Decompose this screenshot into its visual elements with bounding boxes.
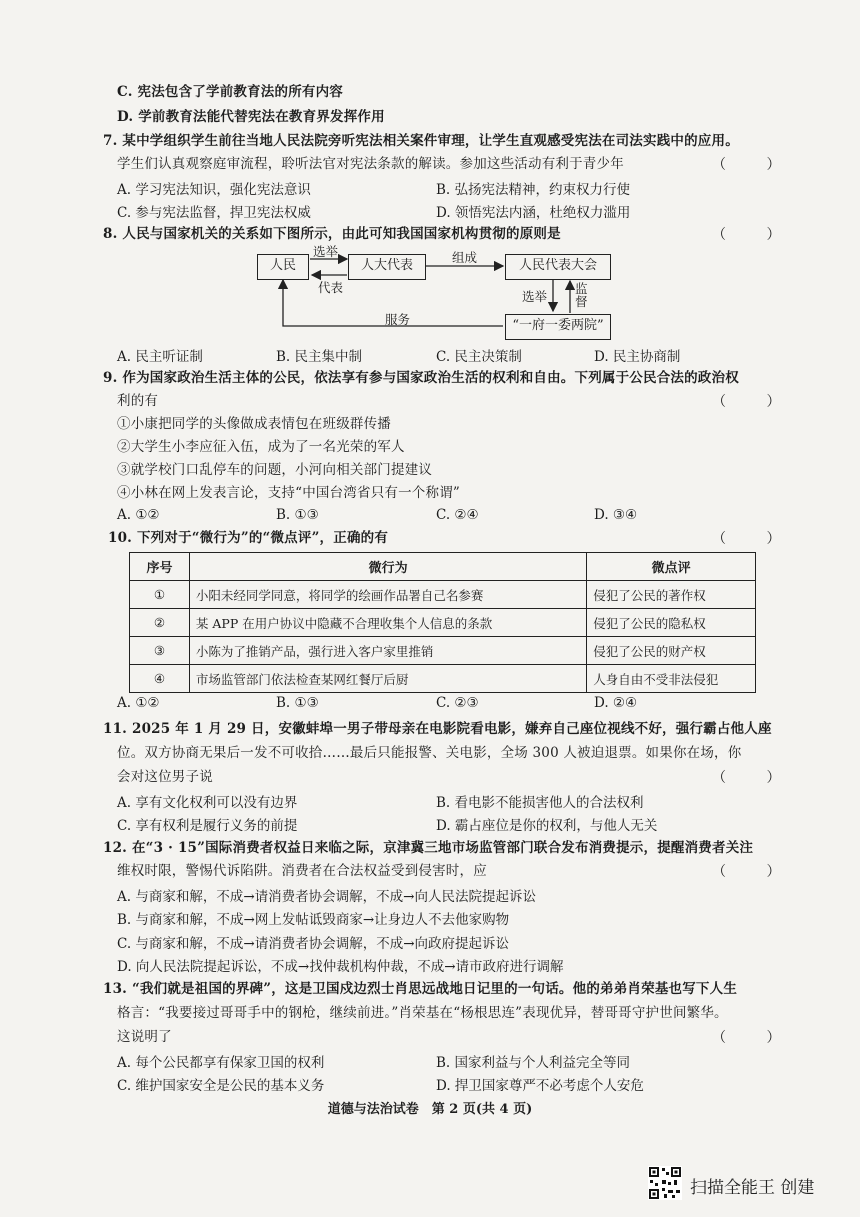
q7-option-c: C. 参与宪法监督，捍卫宪法权威 [117,205,311,221]
q10-option-d: D. ②④ [594,695,638,711]
diagram-box-people: 人民 [257,254,309,280]
q9-option-a: A. ①② [117,507,160,523]
table-header-row [130,553,756,581]
q13-option-a: A. 每个公民都享有保家卫国的权利 [117,1055,325,1071]
page-footer: 道德与法治试卷 第 2 页(共 4 页) [327,1102,533,1117]
q13-answer-bracket: （ ） [712,1030,799,1046]
table-cell-comment: 侵犯了公民的著作权 [587,581,756,609]
q13-option-c: C. 维护国家安全是公民的基本义务 [117,1078,325,1094]
table-header-cell: 微行为 [189,553,586,581]
q11-stem-line3: 会对这位男子说 [117,769,213,785]
q13-option-d: D. 捍卫国家尊严不必考虑个人安危 [436,1078,644,1094]
q8-diagram-arrows [0,0,860,360]
q9-option-b: B. ①③ [276,507,319,523]
table-row [130,637,756,665]
q7-option-d: D. 领悟宪法内涵，杜绝权力滥用 [436,205,631,221]
q8-option-a: A. 民主听证制 [117,349,203,365]
q9-stem-line1: 9. 作为国家政治生活主体的公民，依法享有参与国家政治生活的权利和自由。下列属于公民合法的政治权 [103,370,739,386]
q8-answer-bracket: （ ） [712,227,799,243]
q11-answer-bracket: （ ） [712,770,799,786]
table-cell-index: ② [130,609,190,637]
table-cell-behavior: 市场监管部门依法检查某网红餐厅后厨 [189,665,586,693]
diagram-box-deputies: 人大代表 [348,254,426,280]
q9-item-3: ③就学校门口乱停车的问题，小河向相关部门提建议 [117,462,433,478]
q9-answer-bracket: （ ） [712,394,799,410]
q12-option-b: B. 与商家和解，不成→网上发帖诋毁商家→让身边人不去他家购物 [117,912,510,928]
q7-answer-bracket: （ ） [712,157,799,173]
table-cell-comment: 人身自由不受非法侵犯 [587,665,756,693]
q12-stem-line1: 12. 在“3 · 15”国际消费者权益日来临之际，京津冀三地市场监管部门联合发布消费提示，提醒消费者关注 [103,840,754,856]
q9-option-c: C. ②④ [436,507,479,523]
q8-stem: 8. 人民与国家机关的关系如下图所示，由此可知我国国家机构贯彻的原则是 [103,226,561,242]
q8-option-b: B. 民主集中制 [276,349,363,365]
diagram-label-elect: 选举 [313,244,339,259]
q9-option-d: D. ③④ [594,507,638,523]
q12-answer-bracket: （ ） [712,864,799,880]
diagram-label-represent: 代表 [318,280,344,295]
q12-option-a: A. 与商家和解，不成→请消费者协会调解，不成→向人民法院提起诉讼 [117,889,536,905]
table-cell-comment: 侵犯了公民的隐私权 [587,609,756,637]
diagram-box-govt: “一府一委两院” [505,314,611,340]
q11-option-c: C. 享有权利是履行义务的前提 [117,818,298,834]
q9-item-4: ④小林在网上发表言论，支持“中国台湾省只有一个称谓” [117,485,461,501]
q10-answer-bracket: （ ） [712,531,799,547]
table-cell-behavior: 小阳未经同学同意，将同学的绘画作品署自己名参赛 [189,581,586,609]
diagram-label-serve: 服务 [385,312,411,327]
diagram-label-elect2: 选举 [522,289,548,304]
q11-option-d: D. 霸占座位是你的权利，与他人无关 [436,818,658,834]
q7-option-a: A. 学习宪法知识，强化宪法意识 [117,182,311,198]
diagram-label-form: 组成 [452,250,478,265]
scanner-label: 扫描全能王 创建 [690,1178,815,1198]
q10-stem: 10. 下列对于“微行为”的“微点评”，正确的有 [108,530,389,546]
table-cell-behavior: 小陈为了推销产品，强行进入客户家里推销 [189,637,586,665]
q7-stem-line1: 7. 某中学组织学生前往当地人民法院旁听宪法相关案件审理，让学生直观感受宪法在司法实践中的应用。 [103,133,739,149]
table-row [130,609,756,637]
q8-option-c: C. 民主决策制 [436,349,522,365]
q13-stem-line3: 这说明了 [117,1029,172,1045]
table-header-cell: 序号 [130,553,190,581]
q10-table [129,552,756,693]
diagram-label-supervise: 监督 [575,281,588,309]
q11-option-a: A. 享有文化权利可以没有边界 [117,795,298,811]
q6-option-c: C. 宪法包含了学前教育法的所有内容 [117,84,344,100]
q12-option-c: C. 与商家和解，不成→请消费者协会调解，不成→向政府提起诉讼 [117,936,510,952]
table-header-cell: 微点评 [587,553,756,581]
q10-option-a: A. ①② [117,695,160,711]
q10-option-c: C. ②③ [436,695,479,711]
table-cell-index: ③ [130,637,190,665]
q11-stem-line2: 位。双方协商无果后一发不可收拾……最后只能报警、关电影，全场 300 人被迫退票。如果你在场，你 [117,745,742,761]
table-cell-behavior: 某 APP 在用户协议中隐藏不合理收集个人信息的条款 [189,609,586,637]
q13-stem-line2: 格言：“我要接过哥哥手中的钢枪，继续前进。”肖荣基在“杨根思连”表现优异，替哥哥守护世间繁华。 [117,1005,728,1021]
q7-option-b: B. 弘扬宪法精神，约束权力行使 [436,182,631,198]
table-row [130,665,756,693]
table-cell-index: ④ [130,665,190,693]
diagram-box-congress: 人民代表大会 [505,254,611,280]
qr-code-icon [648,1166,682,1200]
q13-option-b: B. 国家利益与个人利益完全等同 [436,1055,631,1071]
q12-option-d: D. 向人民法院提起诉讼，不成→找仲裁机构仲裁，不成→请市政府进行调解 [117,959,564,975]
table-row [130,581,756,609]
q9-stem-line2: 利的有 [117,393,159,409]
table-cell-comment: 侵犯了公民的财产权 [587,637,756,665]
q12-stem-line2: 维权时限，警惕代诉陷阱。消费者在合法权益受到侵害时，应 [117,863,487,879]
q11-stem-line1: 11. 2025 年 1 月 29 日，安徽蚌埠一男子带母亲在电影院看电影，嫌弃自己座位视线不好，强行霸占他人座 [103,721,772,737]
q9-item-1: ①小康把同学的头像做成表情包在班级群传播 [117,416,391,432]
q10-option-b: B. ①③ [276,695,319,711]
q11-option-b: B. 看电影不能损害他人的合法权利 [436,795,644,811]
q13-stem-line1: 13. “我们就是祖国的界碑”，这是卫国戍边烈士肖思远战地日记里的一句话。他的弟弟肖荣基也写下人生 [103,981,738,997]
table-cell-index: ① [130,581,190,609]
q8-option-d: D. 民主协商制 [594,349,681,365]
q6-option-d: D. 学前教育法能代替宪法在教育界发挥作用 [117,109,385,125]
q9-item-2: ②大学生小李应征入伍，成为了一名光荣的军人 [117,439,405,455]
q7-stem-line2: 学生们认真观察庭审流程，聆听法官对宪法条款的解读。参加这些活动有利于青少年 [117,156,624,172]
